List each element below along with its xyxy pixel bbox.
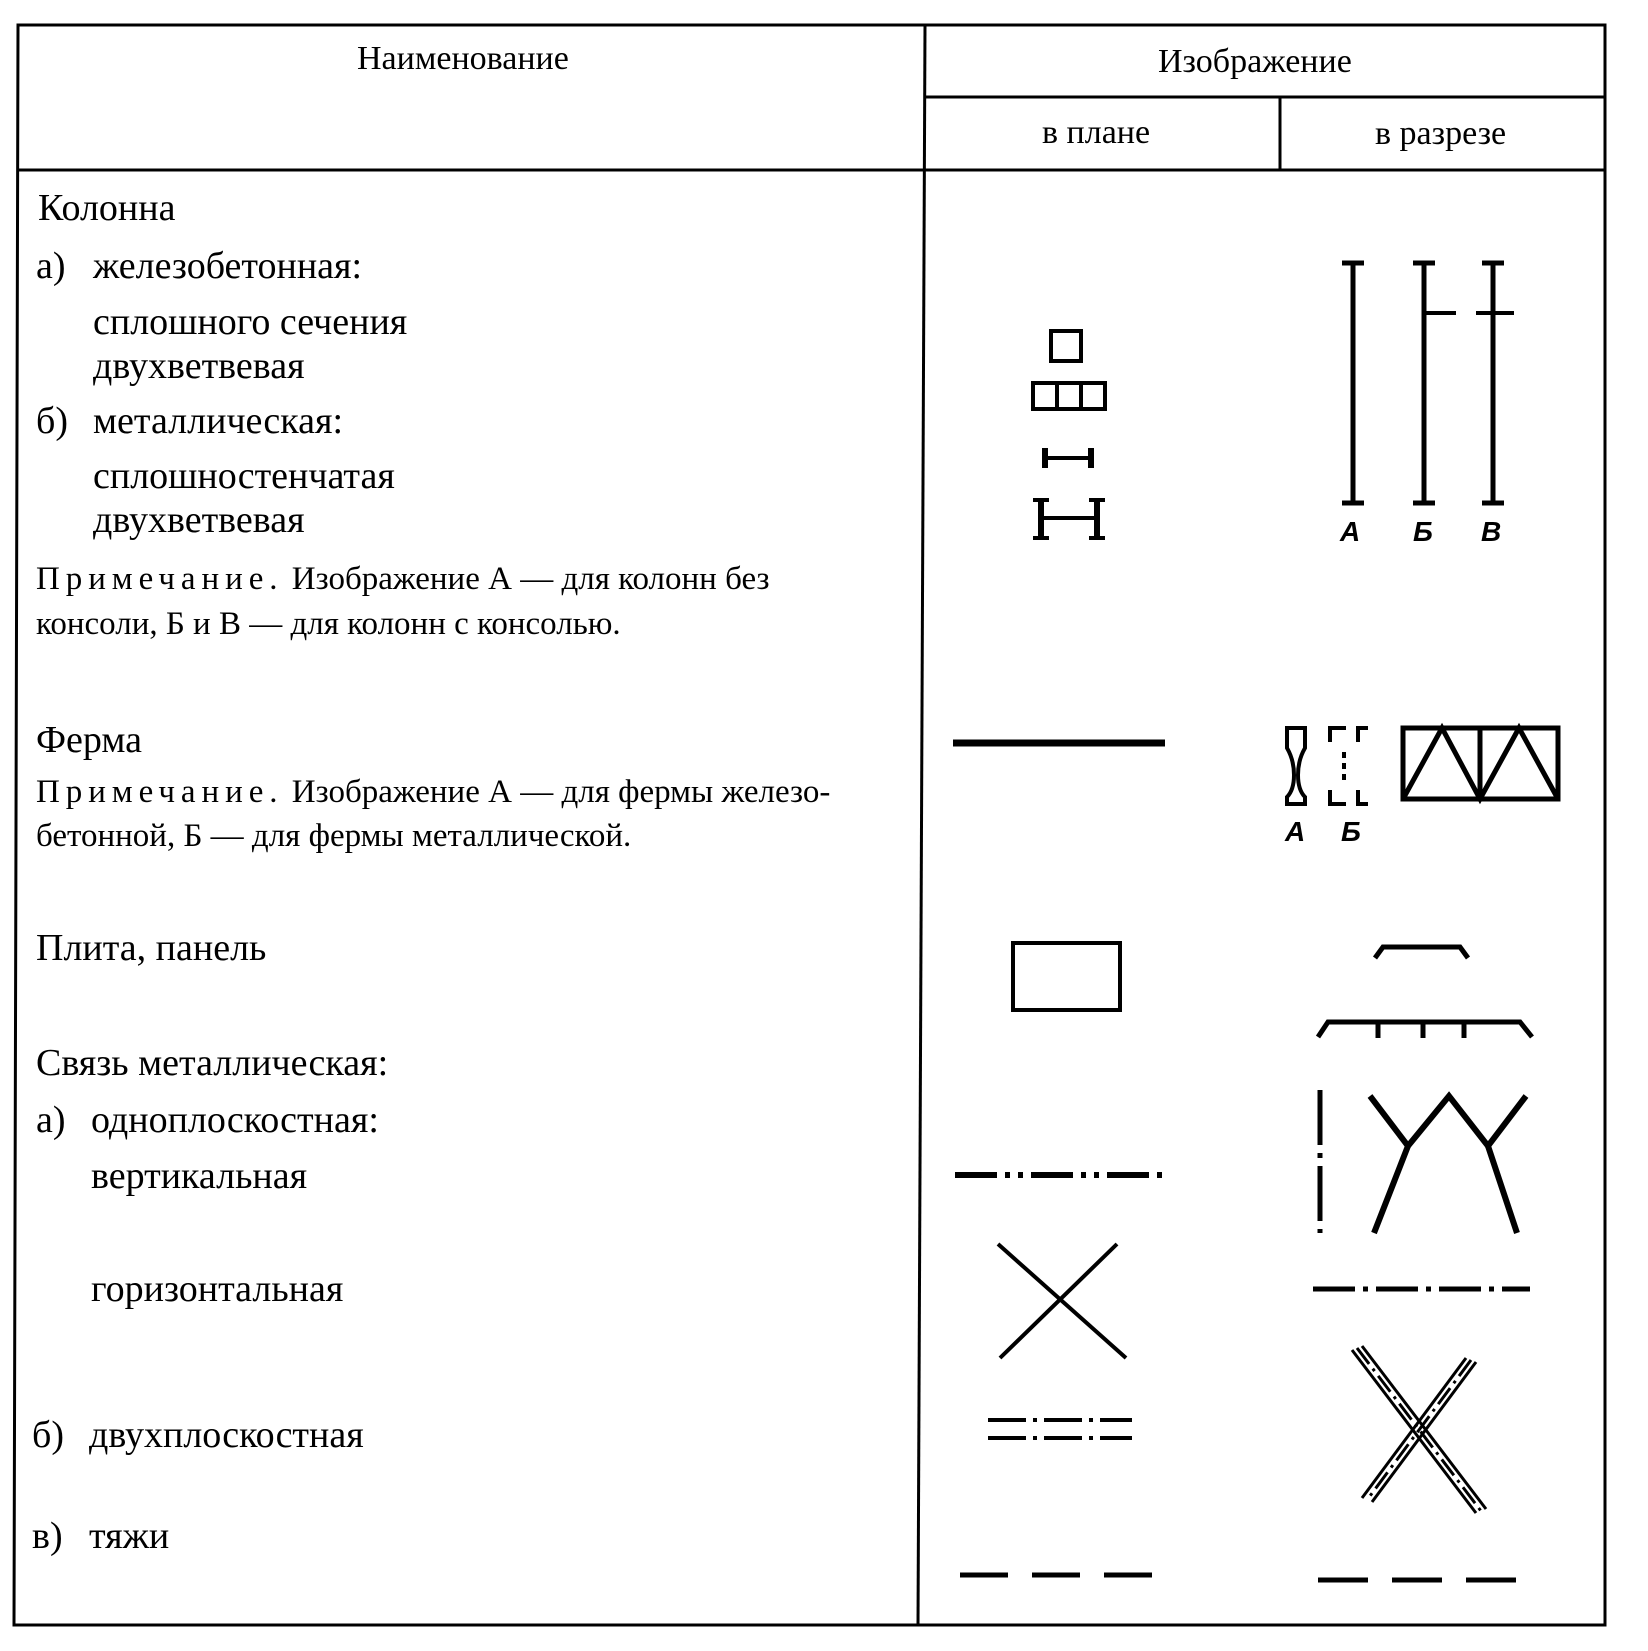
bracing-a-marker: а) — [36, 1099, 66, 1141]
horizontal-bracing-plan-cross-icon — [998, 1244, 1126, 1358]
column-note-prefix: Примечание. — [36, 561, 284, 597]
vertical-bracing-symbols — [955, 1090, 1526, 1233]
truss-label-b: Б — [1341, 816, 1361, 847]
column-label-a: А — [1340, 516, 1361, 547]
vertical-bracing-section-y-right-icon — [1408, 1096, 1526, 1146]
column-a-label: железобетонная: — [93, 245, 363, 287]
solid-slab-section-icon — [1375, 947, 1468, 958]
two-plane-bracing-plan-icon — [988, 1420, 1132, 1438]
column-section-a-icon — [1342, 263, 1364, 503]
column-two-branch-steel: двухветвевая — [93, 499, 305, 541]
bracing-a-label: одноплоскостная: — [91, 1099, 379, 1141]
ribbed-panel-section-icon — [1318, 1022, 1532, 1038]
two-plane-bracing-section-cross-icon — [1352, 1346, 1486, 1513]
column-b-marker: б) — [36, 400, 68, 442]
header-in-section: в разрезе — [1375, 115, 1507, 152]
bracing-title: Связь металлическая: — [36, 1042, 389, 1084]
column-label-b: Б — [1413, 516, 1433, 547]
column-label-v: В — [1481, 516, 1502, 547]
slab-title: Плита, панель — [36, 927, 267, 969]
two-branch-rc-column-icon — [1033, 383, 1105, 409]
truss-rc-section-icon — [1287, 728, 1305, 804]
header-in-plan: в плане — [1042, 114, 1151, 151]
truss-elevation-icon — [1403, 728, 1558, 799]
column-note-text1: Изображение А — для колонн без — [283, 561, 770, 597]
bracing-b-label: двухплоскостная — [89, 1414, 364, 1456]
header-name: Наименование — [357, 40, 569, 77]
column-section-symbols — [1342, 263, 1514, 503]
truss-note-prefix: Примечание. — [36, 774, 284, 810]
column-plan-symbols — [1033, 331, 1105, 538]
column-a-marker: а) — [36, 245, 66, 287]
truss-note-line2: бетонной, Б — для фермы металлической. — [36, 818, 632, 854]
header-image: Изображение — [1158, 43, 1352, 80]
two-plane-bracing-symbols — [988, 1346, 1486, 1513]
column-note-line2: консоли, Б и В — для колонн с консолью. — [36, 606, 621, 642]
column-two-branch-rc: двухветвевая — [93, 345, 305, 387]
column-solid-web: сплошностенчатая — [93, 455, 395, 497]
bracing-c-label: тяжи — [89, 1515, 170, 1557]
column-b-label: металлическая: — [93, 400, 344, 442]
bracing-horizontal: горизонтальная — [91, 1268, 344, 1310]
tie-rod-symbols — [960, 1575, 1523, 1580]
bracing-vertical: вертикальная — [91, 1155, 308, 1197]
truss-note-text1: Изображение А — для фермы железо- — [283, 774, 831, 810]
two-branch-steel-column-icon — [1033, 500, 1105, 538]
slab-symbols — [1013, 943, 1532, 1038]
truss-symbols — [953, 728, 1558, 804]
truss-note-line1 — [36, 776, 830, 809]
horizontal-bracing-symbols — [998, 1244, 1530, 1358]
vertical-bracing-section-y-left-icon — [1370, 1096, 1408, 1233]
bracing-b-marker: б) — [32, 1414, 64, 1456]
truss-label-a: А — [1285, 816, 1306, 847]
column-note-line1 — [36, 563, 770, 596]
column-section-b-icon — [1413, 263, 1456, 503]
slab-plan-rect-icon — [1013, 943, 1120, 1010]
column-title: Колонна — [38, 187, 176, 229]
solid-web-steel-column-icon — [1045, 448, 1091, 468]
solid-rc-column-square-icon — [1051, 331, 1081, 361]
column-section-v-icon — [1476, 263, 1514, 503]
bracing-c-marker: в) — [32, 1515, 63, 1557]
column-solid-section: сплошного сечения — [93, 301, 408, 343]
truss-steel-section-icon — [1330, 728, 1368, 804]
truss-title: Ферма — [36, 719, 142, 761]
